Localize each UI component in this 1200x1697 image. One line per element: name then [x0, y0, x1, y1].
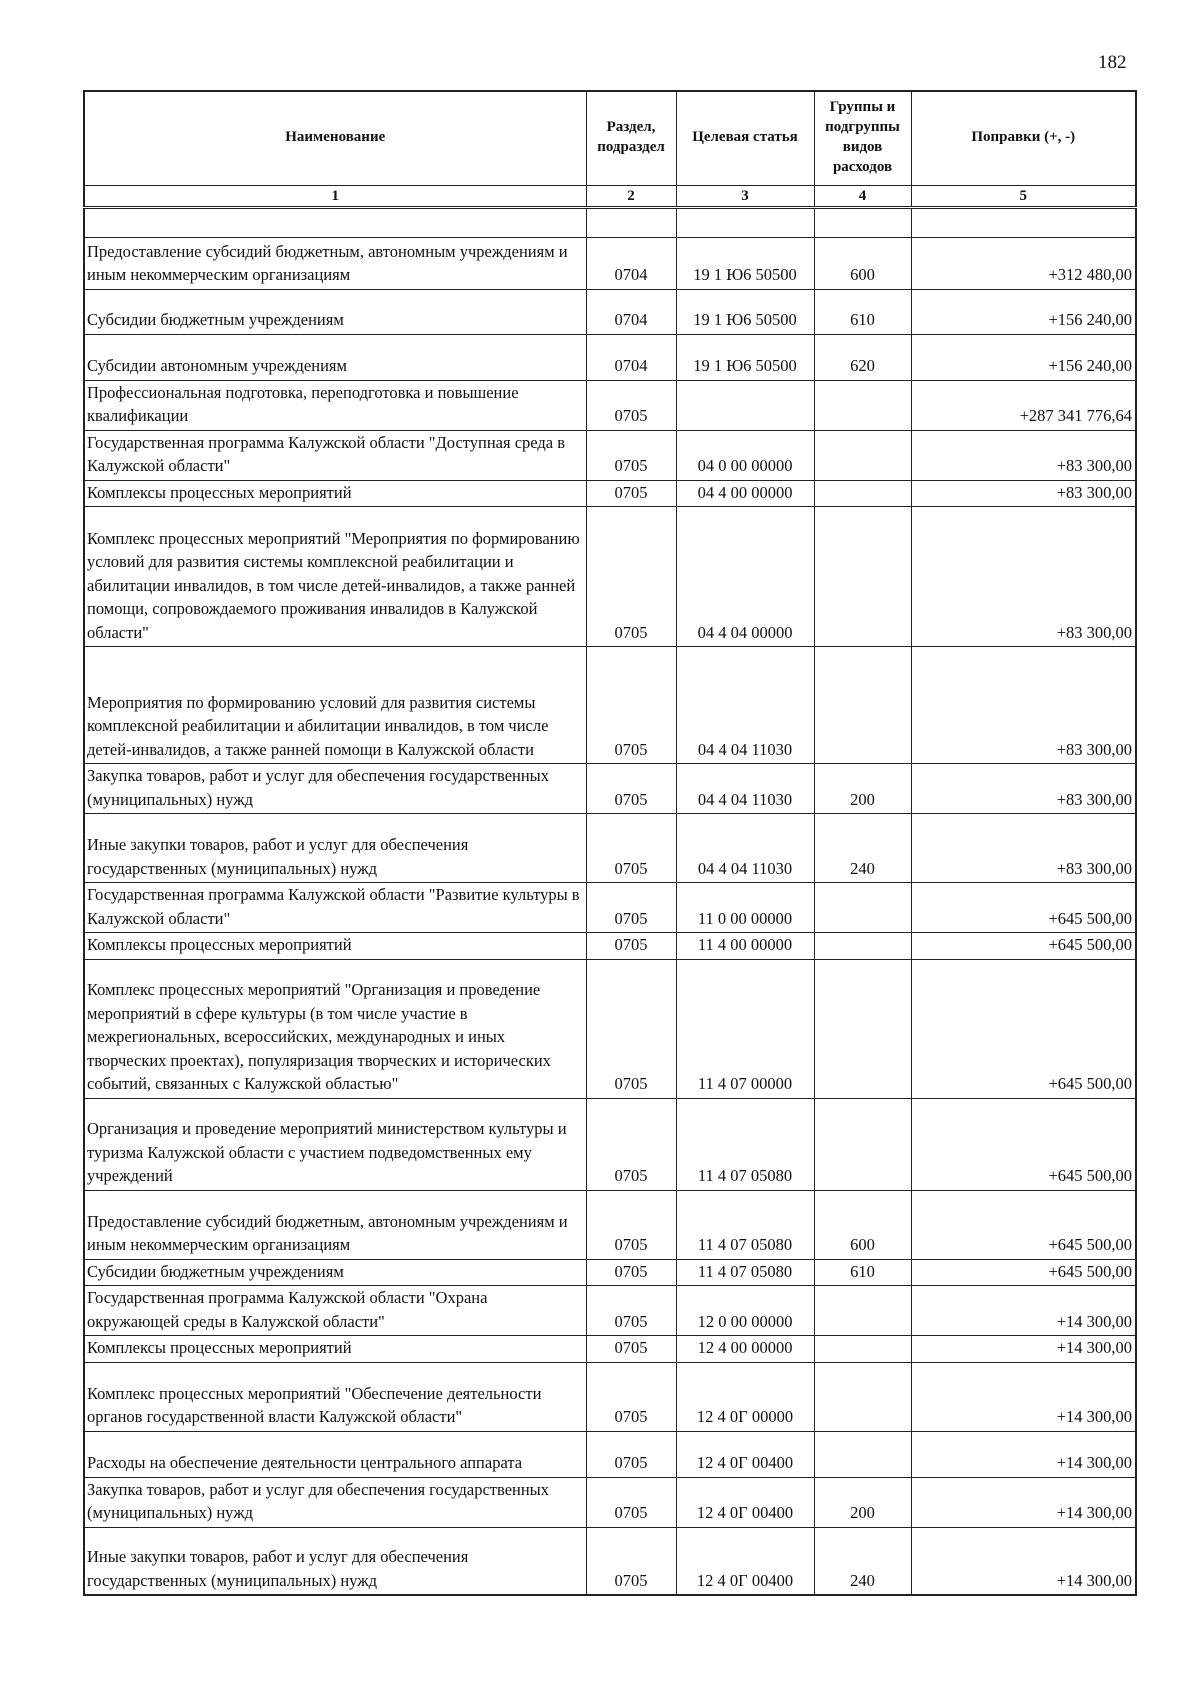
row-group-cell — [814, 507, 911, 647]
row-amount-cell: +645 500,00 — [911, 959, 1136, 1098]
row-section-cell: 0705 — [586, 1098, 676, 1190]
row-section-cell: 0705 — [586, 507, 676, 647]
row-amount-cell: +645 500,00 — [911, 1259, 1136, 1286]
row-group-cell — [814, 959, 911, 1098]
table-row — [84, 814, 1136, 883]
row-amount-cell: +156 240,00 — [911, 334, 1136, 380]
row-name-cell: Государственная программа Калужской области "Доступная среда в Калужской области" — [84, 430, 586, 480]
row-section-cell: 0704 — [586, 334, 676, 380]
row-group-cell: 610 — [814, 1259, 911, 1286]
row-group-cell: 600 — [814, 237, 911, 289]
row-name-cell: Комплекс процессных мероприятий "Мероприятия по формированию условий для развития системы комплексной реабилитации и абилитации инвалидов, в том числе детей-инвалидов, а также ранней помощи, сопровождаемого проживания инвалидов в Калужской области" — [84, 507, 586, 647]
table-row — [84, 1362, 1136, 1431]
row-group-cell — [814, 933, 911, 960]
header-section: Раздел, подраздел — [586, 91, 676, 185]
row-name-cell: Комплекс процессных мероприятий "Организация и проведение мероприятий в сфере культуры (в том числе участие в межрегиональных, всероссийских, международных и иных творческих проектах), популяризация творческих и исторических событий, связанных с Калужской областью" — [84, 959, 586, 1098]
row-target-cell: 11 0 00 00000 — [676, 883, 814, 933]
header-groups: Группы и подгруппы видов расходов — [814, 91, 911, 185]
row-group-cell — [814, 1098, 911, 1190]
row-amount-cell: +645 500,00 — [911, 883, 1136, 933]
col-number: 2 — [586, 185, 676, 207]
header-amend: Поправки (+, -) — [911, 91, 1136, 185]
row-group-cell — [814, 1336, 911, 1363]
row-amount-cell: +83 300,00 — [911, 430, 1136, 480]
table-row — [84, 883, 1136, 933]
table-body — [84, 207, 1136, 1595]
row-section-cell: 0704 — [586, 289, 676, 334]
row-target-cell: 19 1 Ю6 50500 — [676, 237, 814, 289]
row-name-cell: Государственная программа Калужской области "Развитие культуры в Калужской области" — [84, 883, 586, 933]
row-name-cell: Предоставление субсидий бюджетным, автономным учреждениям и иным некоммерческим организациям — [84, 237, 586, 289]
table-row — [84, 380, 1136, 430]
row-amount-cell: +14 300,00 — [911, 1336, 1136, 1363]
row-group-cell: 610 — [814, 289, 911, 334]
row-amount-cell: +83 300,00 — [911, 764, 1136, 814]
row-amount-cell: +287 341 776,64 — [911, 380, 1136, 430]
budget-table-container — [83, 90, 1135, 1596]
col-number: 1 — [84, 185, 586, 207]
row-name-cell: Расходы на обеспечение деятельности центрального аппарата — [84, 1431, 586, 1477]
row-group-cell: 240 — [814, 814, 911, 883]
header-name: Наименование — [84, 91, 586, 185]
row-amount-cell: +83 300,00 — [911, 507, 1136, 647]
row-name-cell: Предоставление субсидий бюджетным, автономным учреждениям и иным некоммерческим организациям — [84, 1190, 586, 1259]
row-target-cell: 04 4 04 11030 — [676, 647, 814, 764]
table-row — [84, 1336, 1136, 1363]
row-amount-cell: +645 500,00 — [911, 1098, 1136, 1190]
row-group-cell — [814, 647, 911, 764]
table-row — [84, 933, 1136, 960]
row-group-cell — [814, 430, 911, 480]
row-name-cell: Профессиональная подготовка, переподготовка и повышение квалификации — [84, 380, 586, 430]
row-group-cell — [814, 1286, 911, 1336]
row-name-cell: Субсидии автономным учреждениям — [84, 334, 586, 380]
row-amount-cell: +14 300,00 — [911, 1431, 1136, 1477]
row-target-cell: 19 1 Ю6 50500 — [676, 289, 814, 334]
table-row — [84, 959, 1136, 1098]
table-row — [84, 1190, 1136, 1259]
row-amount-cell: +645 500,00 — [911, 933, 1136, 960]
row-amount-cell: +83 300,00 — [911, 814, 1136, 883]
table-row — [84, 507, 1136, 647]
row-section-cell: 0705 — [586, 480, 676, 507]
row-group-cell: 240 — [814, 1527, 911, 1595]
col-number: 5 — [911, 185, 1136, 207]
row-target-cell: 12 4 00 00000 — [676, 1336, 814, 1363]
row-name-cell: Комплексы процессных мероприятий — [84, 1336, 586, 1363]
spacer-row — [84, 207, 1136, 237]
row-group-cell — [814, 380, 911, 430]
row-target-cell: 04 4 04 00000 — [676, 507, 814, 647]
row-group-cell: 600 — [814, 1190, 911, 1259]
row-amount-cell: +156 240,00 — [911, 289, 1136, 334]
row-group-cell — [814, 480, 911, 507]
row-name-cell: Субсидии бюджетным учреждениям — [84, 289, 586, 334]
row-target-cell: 12 4 0Г 00000 — [676, 1362, 814, 1431]
row-section-cell: 0705 — [586, 1190, 676, 1259]
budget-amendments-table — [83, 90, 1137, 1596]
row-target-cell: 04 4 04 11030 — [676, 764, 814, 814]
col-number: 4 — [814, 185, 911, 207]
row-group-cell — [814, 1431, 911, 1477]
table-row — [84, 289, 1136, 334]
row-section-cell: 0705 — [586, 1477, 676, 1527]
row-amount-cell: +14 300,00 — [911, 1362, 1136, 1431]
row-target-cell: 11 4 07 05080 — [676, 1098, 814, 1190]
row-section-cell: 0705 — [586, 883, 676, 933]
row-group-cell — [814, 883, 911, 933]
row-section-cell: 0704 — [586, 237, 676, 289]
row-group-cell: 200 — [814, 764, 911, 814]
header-target: Целевая статья — [676, 91, 814, 185]
row-target-cell: 04 4 04 11030 — [676, 814, 814, 883]
table-row — [84, 430, 1136, 480]
row-target-cell: 11 4 00 00000 — [676, 933, 814, 960]
row-target-cell: 12 4 0Г 00400 — [676, 1477, 814, 1527]
row-section-cell: 0705 — [586, 647, 676, 764]
row-target-cell: 04 4 00 00000 — [676, 480, 814, 507]
row-section-cell: 0705 — [586, 1259, 676, 1286]
row-amount-cell: +14 300,00 — [911, 1527, 1136, 1595]
row-section-cell: 0705 — [586, 1527, 676, 1595]
table-row — [84, 237, 1136, 289]
row-section-cell: 0705 — [586, 430, 676, 480]
table-row — [84, 334, 1136, 380]
column-number-row — [84, 185, 1136, 207]
row-name-cell: Закупка товаров, работ и услуг для обеспечения государственных (муниципальных) нужд — [84, 1477, 586, 1527]
row-name-cell: Иные закупки товаров, работ и услуг для обеспечения государственных (муниципальных) нужд — [84, 1527, 586, 1595]
row-target-cell: 19 1 Ю6 50500 — [676, 334, 814, 380]
table-row — [84, 764, 1136, 814]
row-target-cell: 12 0 00 00000 — [676, 1286, 814, 1336]
table-row — [84, 1477, 1136, 1527]
table-row — [84, 1098, 1136, 1190]
row-target-cell: 11 4 07 00000 — [676, 959, 814, 1098]
row-name-cell: Иные закупки товаров, работ и услуг для обеспечения государственных (муниципальных) нужд — [84, 814, 586, 883]
row-amount-cell: +312 480,00 — [911, 237, 1136, 289]
row-name-cell: Комплекс процессных мероприятий "Обеспечение деятельности органов государственной власти Калужской области" — [84, 1362, 586, 1431]
row-amount-cell: +14 300,00 — [911, 1477, 1136, 1527]
row-name-cell: Субсидии бюджетным учреждениям — [84, 1259, 586, 1286]
row-name-cell: Мероприятия по формированию условий для развития системы комплексной реабилитации и абилитации инвалидов, в том числе детей-инвалидов, а также ранней помощи в Калужской области — [84, 647, 586, 764]
row-name-cell: Закупка товаров, работ и услуг для обеспечения государственных (муниципальных) нужд — [84, 764, 586, 814]
row-section-cell: 0705 — [586, 380, 676, 430]
row-name-cell: Государственная программа Калужской области "Охрана окружающей среды в Калужской области" — [84, 1286, 586, 1336]
row-group-cell — [814, 1362, 911, 1431]
page-number: 182 — [1098, 52, 1127, 73]
row-section-cell: 0705 — [586, 1362, 676, 1431]
row-section-cell: 0705 — [586, 1336, 676, 1363]
row-amount-cell: +83 300,00 — [911, 647, 1136, 764]
row-section-cell: 0705 — [586, 1431, 676, 1477]
row-target-cell: 12 4 0Г 00400 — [676, 1527, 814, 1595]
row-target-cell — [676, 380, 814, 430]
row-section-cell: 0705 — [586, 814, 676, 883]
table-row — [84, 1259, 1136, 1286]
table-row — [84, 1286, 1136, 1336]
row-amount-cell: +83 300,00 — [911, 480, 1136, 507]
col-number: 3 — [676, 185, 814, 207]
row-section-cell: 0705 — [586, 959, 676, 1098]
row-name-cell: Организация и проведение мероприятий министерством культуры и туризма Калужской области с участием подведомственных ему учреждений — [84, 1098, 586, 1190]
row-target-cell: 12 4 0Г 00400 — [676, 1431, 814, 1477]
row-name-cell: Комплексы процессных мероприятий — [84, 480, 586, 507]
row-amount-cell: +14 300,00 — [911, 1286, 1136, 1336]
row-group-cell: 200 — [814, 1477, 911, 1527]
table-row — [84, 647, 1136, 764]
table-row — [84, 1527, 1136, 1595]
table-row — [84, 480, 1136, 507]
table-header-row — [84, 91, 1136, 185]
row-name-cell: Комплексы процессных мероприятий — [84, 933, 586, 960]
row-section-cell: 0705 — [586, 764, 676, 814]
table-row — [84, 1431, 1136, 1477]
row-target-cell: 04 0 00 00000 — [676, 430, 814, 480]
row-section-cell: 0705 — [586, 1286, 676, 1336]
row-amount-cell: +645 500,00 — [911, 1190, 1136, 1259]
row-target-cell: 11 4 07 05080 — [676, 1259, 814, 1286]
row-section-cell: 0705 — [586, 933, 676, 960]
row-target-cell: 11 4 07 05080 — [676, 1190, 814, 1259]
row-group-cell: 620 — [814, 334, 911, 380]
